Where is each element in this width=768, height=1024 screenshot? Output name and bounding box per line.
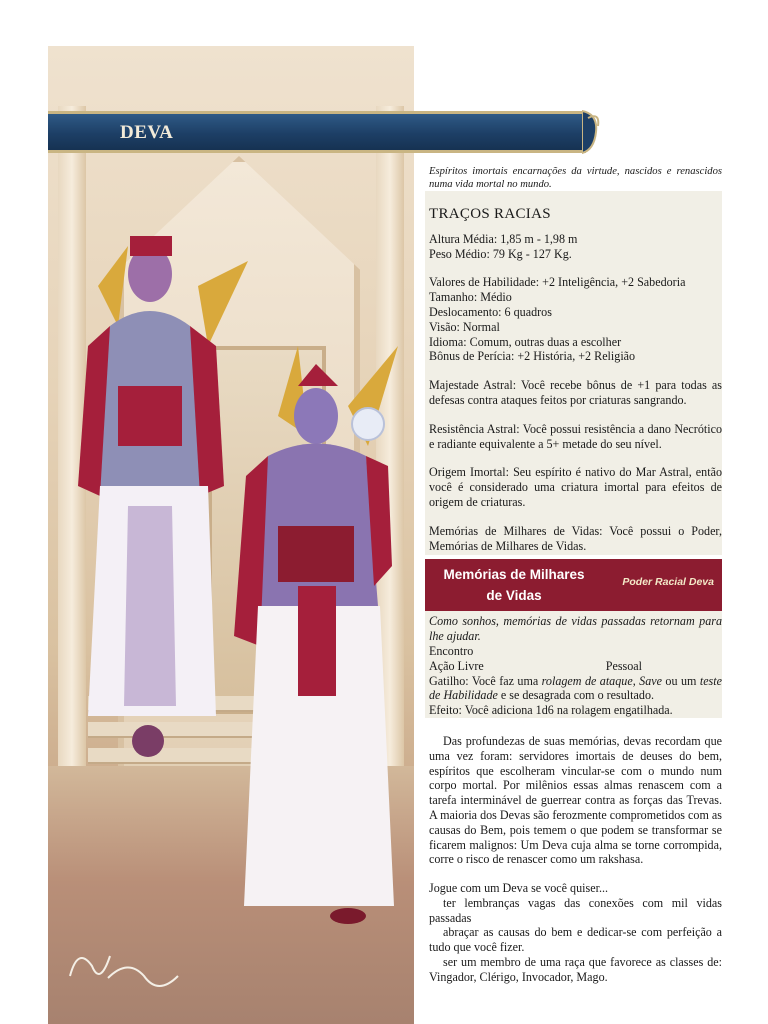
trait-weight: Peso Médio: 79 Kg - 127 Kg. [429, 246, 572, 261]
race-title: DEVA [120, 122, 174, 143]
race-description-column [429, 165, 722, 985]
power-flavor-text: Como sonhos, memórias de vidas passadas retornam para lhe ajudar. [429, 614, 722, 644]
power-title: Memórias de Milhares de Vidas [443, 567, 585, 604]
power-trigger: Gatilho: Você faz uma rolagem de ataque, Save ou um teste de Habilidade e se desagrada com o resultado. [429, 673, 722, 703]
power-target: Pessoal [605, 658, 642, 673]
artist-signature [70, 956, 178, 986]
deva-illustration [48, 46, 414, 1024]
trait-astral-resistance: Resistência Astral: Você possui resistência a dano Necrótico e radiante equivalente a 5+ metade do seu nível. [429, 421, 722, 451]
trait-languages: Idioma: Comum, outras duas a escolher [429, 334, 622, 349]
power-action-row [429, 659, 722, 674]
play-lead: Jogue com um Deva se você quiser... [429, 881, 609, 896]
deva-figures [48, 46, 414, 1024]
trait-immortal-origin: Origem Imortal: Seu espírito é nativo do Mar Astral, então você é considerado uma criatura imortal para efeitos de origem de criaturas. [429, 465, 722, 509]
trait-ability-scores: Valores de Habilidade: +2 Inteligência, +2 Sabedoria [429, 275, 686, 290]
power-type-tag: Poder Racial Deva [622, 576, 714, 589]
race-intro: Espíritos imortais encarnações da virtude, nascidos e renascidos numa vida mortal no mundo. [429, 166, 722, 190]
traits-heading: TRAÇOS RACIAS [429, 206, 551, 222]
play-reason-item: ser um membro de uma raça que favorece as classes de: Vingador, Clérigo, Invocador, Mago. [429, 955, 722, 984]
power-usage: Encontro [429, 643, 474, 658]
traits-section [425, 191, 722, 555]
power-body [425, 611, 722, 718]
trait-skill-bonus: Bônus de Perícia: +2 História, +2 Religião [429, 349, 636, 364]
trait-thousand-lives: Memórias de Milhares de Vidas: Você possui o Poder, Memórias de Milhares de Vidas. [429, 523, 722, 553]
trait-astral-majesty: Majestade Astral: Você recebe bônus de +1 para todas as defesas contra ataques feitos por criaturas sangrando. [429, 378, 722, 407]
lore-paragraph: Das profundezas de suas memórias, devas recordam que uma vez foram: servidores imortais de deuses do bem, espíritos que escolheram vincular-se com o mundo num corpo mortal. Por milênios essas almas renascem com a tarefa interminável de guerrear contra as forças das Trevas. A maioria dos Devas são ferozmente comprometidos com as causas do Bem, pois temem o que podem se transformar se ficarem malignos: Um Deva cuja alma se torne corrompida, corre o risco de renascer como um rakshasa. [429, 733, 722, 867]
left-deva-figure [78, 236, 248, 757]
power-action-type: Ação Livre [429, 658, 484, 673]
race-title-banner [48, 111, 586, 153]
right-deva-figure [234, 346, 398, 924]
power-header [425, 559, 722, 611]
trait-vision: Visão: Normal [429, 319, 500, 334]
power-effect: Efeito: Você adiciona 1d6 na rolagem engatilhada. [429, 703, 673, 718]
banner-scroll-ornament [582, 108, 600, 156]
play-reason-item: ter lembranças vagas das conexões com mil vidas passadas [429, 895, 722, 925]
trait-size: Tamanho: Médio [429, 290, 512, 305]
play-reason-item: abraçar as causas do bem e dedicar-se com perfeição a tudo que você fizer. [429, 925, 722, 955]
trait-speed: Deslocamento: 6 quadros [429, 304, 552, 319]
trait-height: Altura Média: 1,85 m - 1,98 m [429, 231, 578, 246]
